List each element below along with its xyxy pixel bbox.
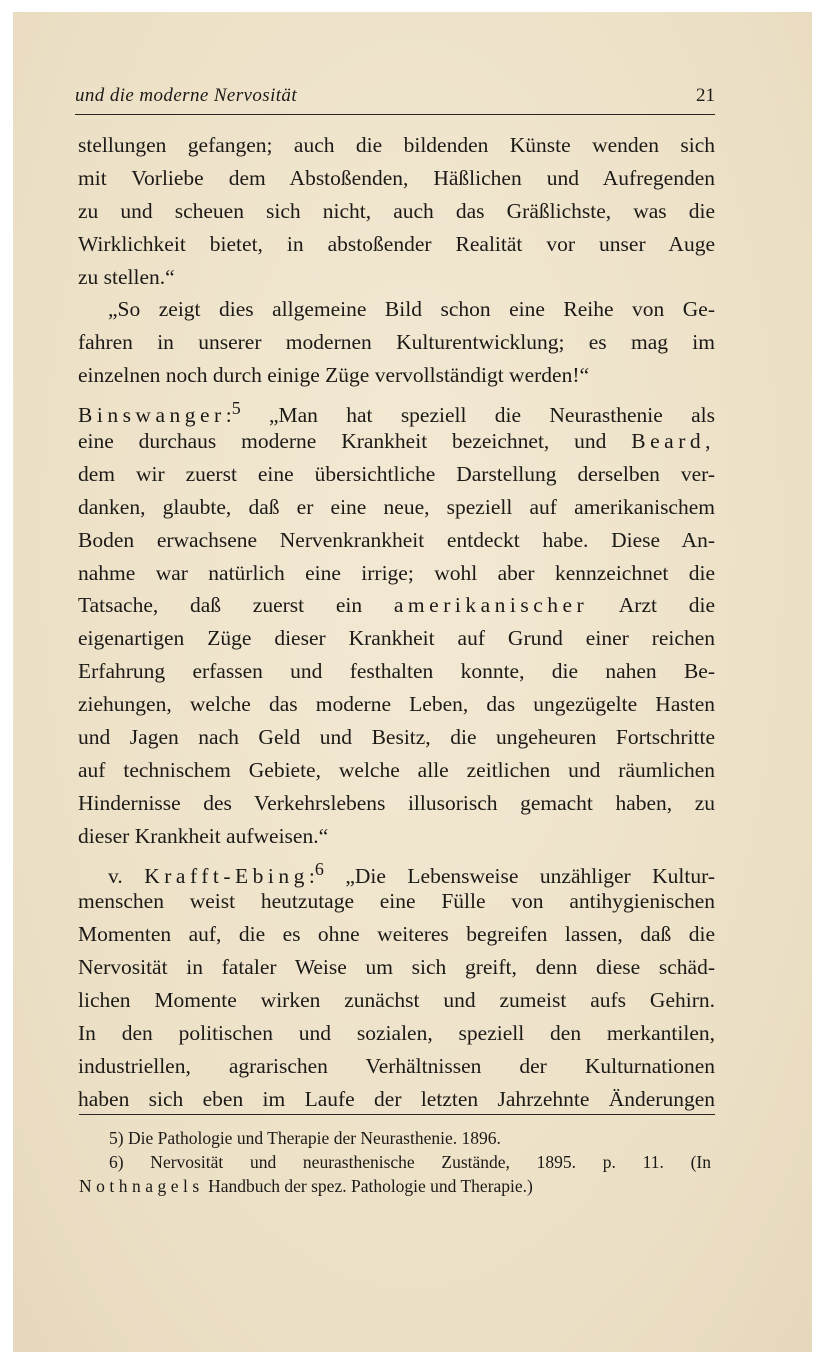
text-line	[78, 589, 715, 622]
text-line: Hindernisse des Verkehrslebens illusorisch gemacht haben, zu	[78, 790, 715, 815]
text-line: Binswanger:$^5$ „Man hat speziell die Neurasthenie als	[78, 398, 715, 428]
footnote-rule	[79, 1114, 715, 1115]
author-name-beard: Beard,	[631, 429, 715, 454]
footnote-5: 5) Die Pathologie und Therapie der Neurasthenie. 1896.	[109, 1128, 501, 1148]
text-line: In den politischen und sozialen, speziell den merkantilen,	[78, 1021, 715, 1046]
text-line: v. Krafft-Ebing:$^6$ „Die Lebensweise unzähliger Kultur-	[108, 858, 716, 888]
text-line: einzelnen noch durch einige Züge vervollständigt werden!“	[78, 363, 590, 388]
text-line: Momenten auf, die es ohne weiteres begreifen lassen, daß die	[78, 922, 715, 947]
text-line: „So zeigt dies allgemeine Bild schon eine Reihe von Ge-	[108, 297, 715, 322]
text-line	[78, 425, 715, 458]
text-line: mit Vorliebe dem Abstoßenden, Häßlichen und Aufregenden	[78, 165, 715, 190]
text-segment: v.	[108, 863, 123, 888]
footnote-ref: 6	[314, 858, 324, 879]
text-line: haben sich eben im Laufe der letzten Jahrzehnte Änderungen	[78, 1086, 715, 1111]
page-number: 21	[696, 85, 715, 106]
text-segment: „Die Lebensweise unzähliger Kultur-	[345, 863, 716, 888]
text-segment: Tatsache, daß zuerst ein	[78, 593, 363, 618]
text-line: eigenartigen Züge dieser Krankheit auf Grund einer reichen	[78, 626, 715, 651]
author-name-binswanger: Binswanger	[78, 403, 226, 428]
text-line: dem wir zuerst eine übersichtliche Darstellung derselben ver-	[78, 461, 715, 486]
text-line: industriellen, agrarischen Verhältnissen der Kulturnationen	[78, 1053, 715, 1078]
text-line: danken, glaubte, daß er eine neue, speziell auf amerikanischem	[78, 494, 715, 519]
text-line: nahme war natürlich eine irrige; wohl aber kennzeichnet die	[78, 560, 715, 585]
footnote-6: 6) Nervosität und neurasthenische Zustände, 1895. p. 11. (In	[109, 1152, 711, 1172]
text-line: Boden erwachsene Nervenkrankheit entdeckt habe. Diese An-	[78, 527, 715, 552]
text-line: Nervosität in fataler Weise um sich greift, denn diese schäd-	[78, 955, 715, 980]
text-segment: eine durchaus moderne Krankheit bezeichnet, und	[78, 429, 607, 454]
emphasized-word: amerikanischer	[393, 593, 589, 618]
running-head	[75, 85, 715, 115]
text-line: lichen Momente wirken zunächst und zumeist aufs Gehirn.	[78, 988, 715, 1013]
text-segment: Handbuch der spez. Pathologie und Therapie.)	[208, 1176, 533, 1196]
body-text	[78, 129, 715, 1116]
text-line: Erfahrung erfassen und festhalten konnte, die nahen Be-	[78, 659, 715, 684]
text-segment: Arzt die	[618, 593, 715, 618]
footnotes	[79, 1126, 711, 1198]
text-line: auf technischem Gebiete, welche alle zeitlichen und räumlichen	[78, 757, 715, 782]
text-line: zu stellen.“	[78, 264, 175, 289]
text-line: und Jagen nach Geld und Besitz, die ungeheuren Fortschritte	[78, 725, 715, 750]
text-line: stellungen gefangen; auch die bildenden Künste wenden sich	[78, 133, 715, 157]
author-name-krafft-ebing: Krafft-Ebing	[144, 863, 309, 888]
text-line: ziehungen, welche das moderne Leben, das ungezügelte Hasten	[78, 692, 715, 717]
text-segment: „Man hat speziell die Neurasthenie als	[268, 403, 715, 428]
text-line: zu und scheuen sich nicht, auch das Gräßlichste, was die	[78, 198, 715, 223]
text-line: Wirklichkeit bietet, in abstoßender Realität vor unser Auge	[78, 231, 715, 256]
author-name-nothnagel: Nothnagels	[79, 1176, 204, 1196]
footnote-ref: 5	[231, 398, 241, 419]
text-line: menschen weist heutzutage eine Fülle von antihygienischen	[78, 889, 715, 914]
footnote-6-continuation	[79, 1174, 711, 1198]
text-line: dieser Krankheit aufweisen.“	[78, 823, 329, 848]
running-title: und die moderne Nervosität	[75, 85, 298, 106]
header-rule	[75, 114, 715, 115]
book-page	[13, 12, 812, 1352]
text-line: fahren in unserer modernen Kulturentwicklung; es mag im	[78, 330, 715, 355]
